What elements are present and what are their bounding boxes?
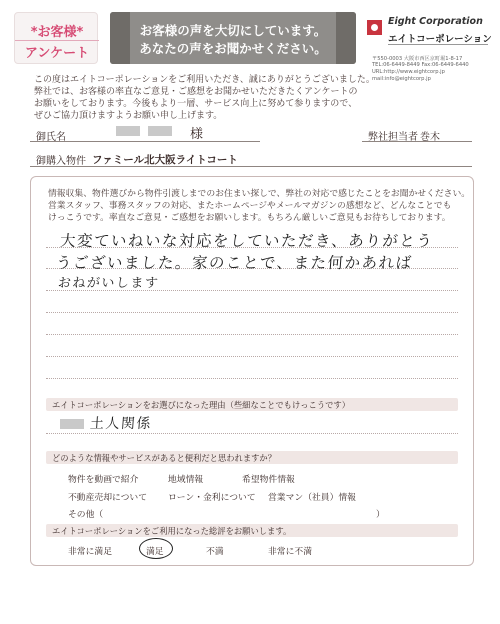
header-banner (110, 12, 356, 64)
property-underline (30, 166, 472, 167)
banner-line-2: あなたの声をお聞かせください。 (139, 41, 327, 56)
company-logo-icon (367, 20, 382, 35)
answer-1-line-1: 大変ていねいな対応をしていただき、ありがとう (59, 232, 434, 250)
company-address: 〒550-0003 大阪市西区京町堀1-8-17 (372, 56, 463, 62)
question-1-line-2: 営業スタッフ、事務スタッフの対応、またホームページやメールマガジンの感想など、どんなことでも (48, 201, 452, 211)
survey-badge (14, 12, 98, 64)
rating-very-satisfied[interactable]: 非常に満足 (68, 547, 112, 557)
name-label: 御氏名 (36, 132, 66, 143)
question-3-band (46, 451, 458, 464)
staff-underline (362, 141, 472, 142)
answer-2: 土人関係 (89, 416, 153, 432)
rating-dissatisfied[interactable]: 不満 (206, 547, 224, 557)
answer-line (46, 312, 458, 313)
staff-name: 巻木 (420, 132, 440, 143)
option-sell[interactable]: 不動産売却について (68, 493, 147, 503)
question-4-band (46, 524, 458, 537)
question-2-label: エイトコーポレーションをお選びになった理由（些細なことでもけっこうです） (52, 400, 351, 410)
answer-line (46, 334, 458, 335)
badge-title: *お客様* (30, 25, 84, 40)
company-url: URL:http://www.eightcorp.jp (372, 69, 445, 75)
question-4-label: エイトコーポレーションをご利用になった総評をお願いします。 (52, 526, 292, 536)
answer-line (46, 356, 458, 357)
company-name-jp: エイトコーポレーション (388, 34, 492, 45)
intro-line-4: ぜひご協力頂けますようお願い申し上げます。 (34, 111, 223, 121)
redacted-name-2 (148, 126, 172, 136)
staff-label: 弊社担当者 (368, 132, 418, 143)
property-name: ファミール北大阪ライトコート (92, 154, 238, 166)
option-loan[interactable]: ローン・金利について (168, 493, 256, 503)
name-underline (30, 141, 260, 142)
logo-divider (388, 44, 488, 45)
option-other-close: ） (376, 510, 385, 520)
rating-very-dissatisfied[interactable]: 非常に不満 (268, 547, 312, 557)
name-honorific: 様 (190, 127, 204, 142)
option-property-info[interactable]: 希望物件情報 (242, 475, 295, 485)
intro-line-2: 弊社では、お客様の率直なご意見・ご感想をお聞かせいただきたくアンケートの (34, 87, 358, 97)
option-video[interactable]: 物件を動画で紹介 (68, 475, 139, 485)
option-staff-info[interactable]: 営業マン（社員）情報 (268, 493, 356, 503)
answer-line (46, 433, 458, 434)
question-1-line-3: けっこうです。率直なご意見・ご感想をお願いします。もちろん厳しいご意見もお待ちしております。 (48, 213, 451, 223)
banner-line-1: お客様の声を大切にしています。 (139, 23, 327, 38)
selected-circle-icon (139, 538, 173, 559)
answer-1-line-3: おねがいします (57, 276, 160, 291)
question-3-label: どのような情報やサービスがあると便利だと思われますか？ (52, 453, 277, 463)
company-phone: TEL:06-6449-8449 Fax:06-6449-6440 (372, 62, 469, 68)
property-label: 御購入物件 (36, 156, 86, 167)
question-1-line-1: 情報収集、物件選びから物件引渡しまでのお住まい探しで、弊社の対応で感じたことをお聞かせください。 (48, 189, 471, 199)
option-other[interactable]: その他（ (68, 510, 104, 520)
intro-line-3: お願いをしております。今後もより一層、サービス向上に努めて参りますので、 (34, 99, 358, 109)
answer-1-line-2: うございました。家のことで、また何かあれば (55, 254, 414, 272)
option-area-info[interactable]: 地域情報 (168, 475, 204, 485)
rating-satisfied[interactable]: 満足 (146, 547, 164, 557)
company-name-en: Eight Corporation (388, 16, 483, 27)
badge-subtitle: アンケート (15, 40, 99, 61)
redacted-reason (60, 419, 84, 429)
intro-line-1: この度はエイトコーポレーションをご利用いただき、誠にありがとうございました。 (34, 75, 375, 85)
question-2-band (46, 398, 458, 411)
answer-line (46, 378, 458, 379)
redacted-name-1 (116, 126, 140, 136)
company-email: mail:info@eightcorp.jp (372, 76, 431, 82)
